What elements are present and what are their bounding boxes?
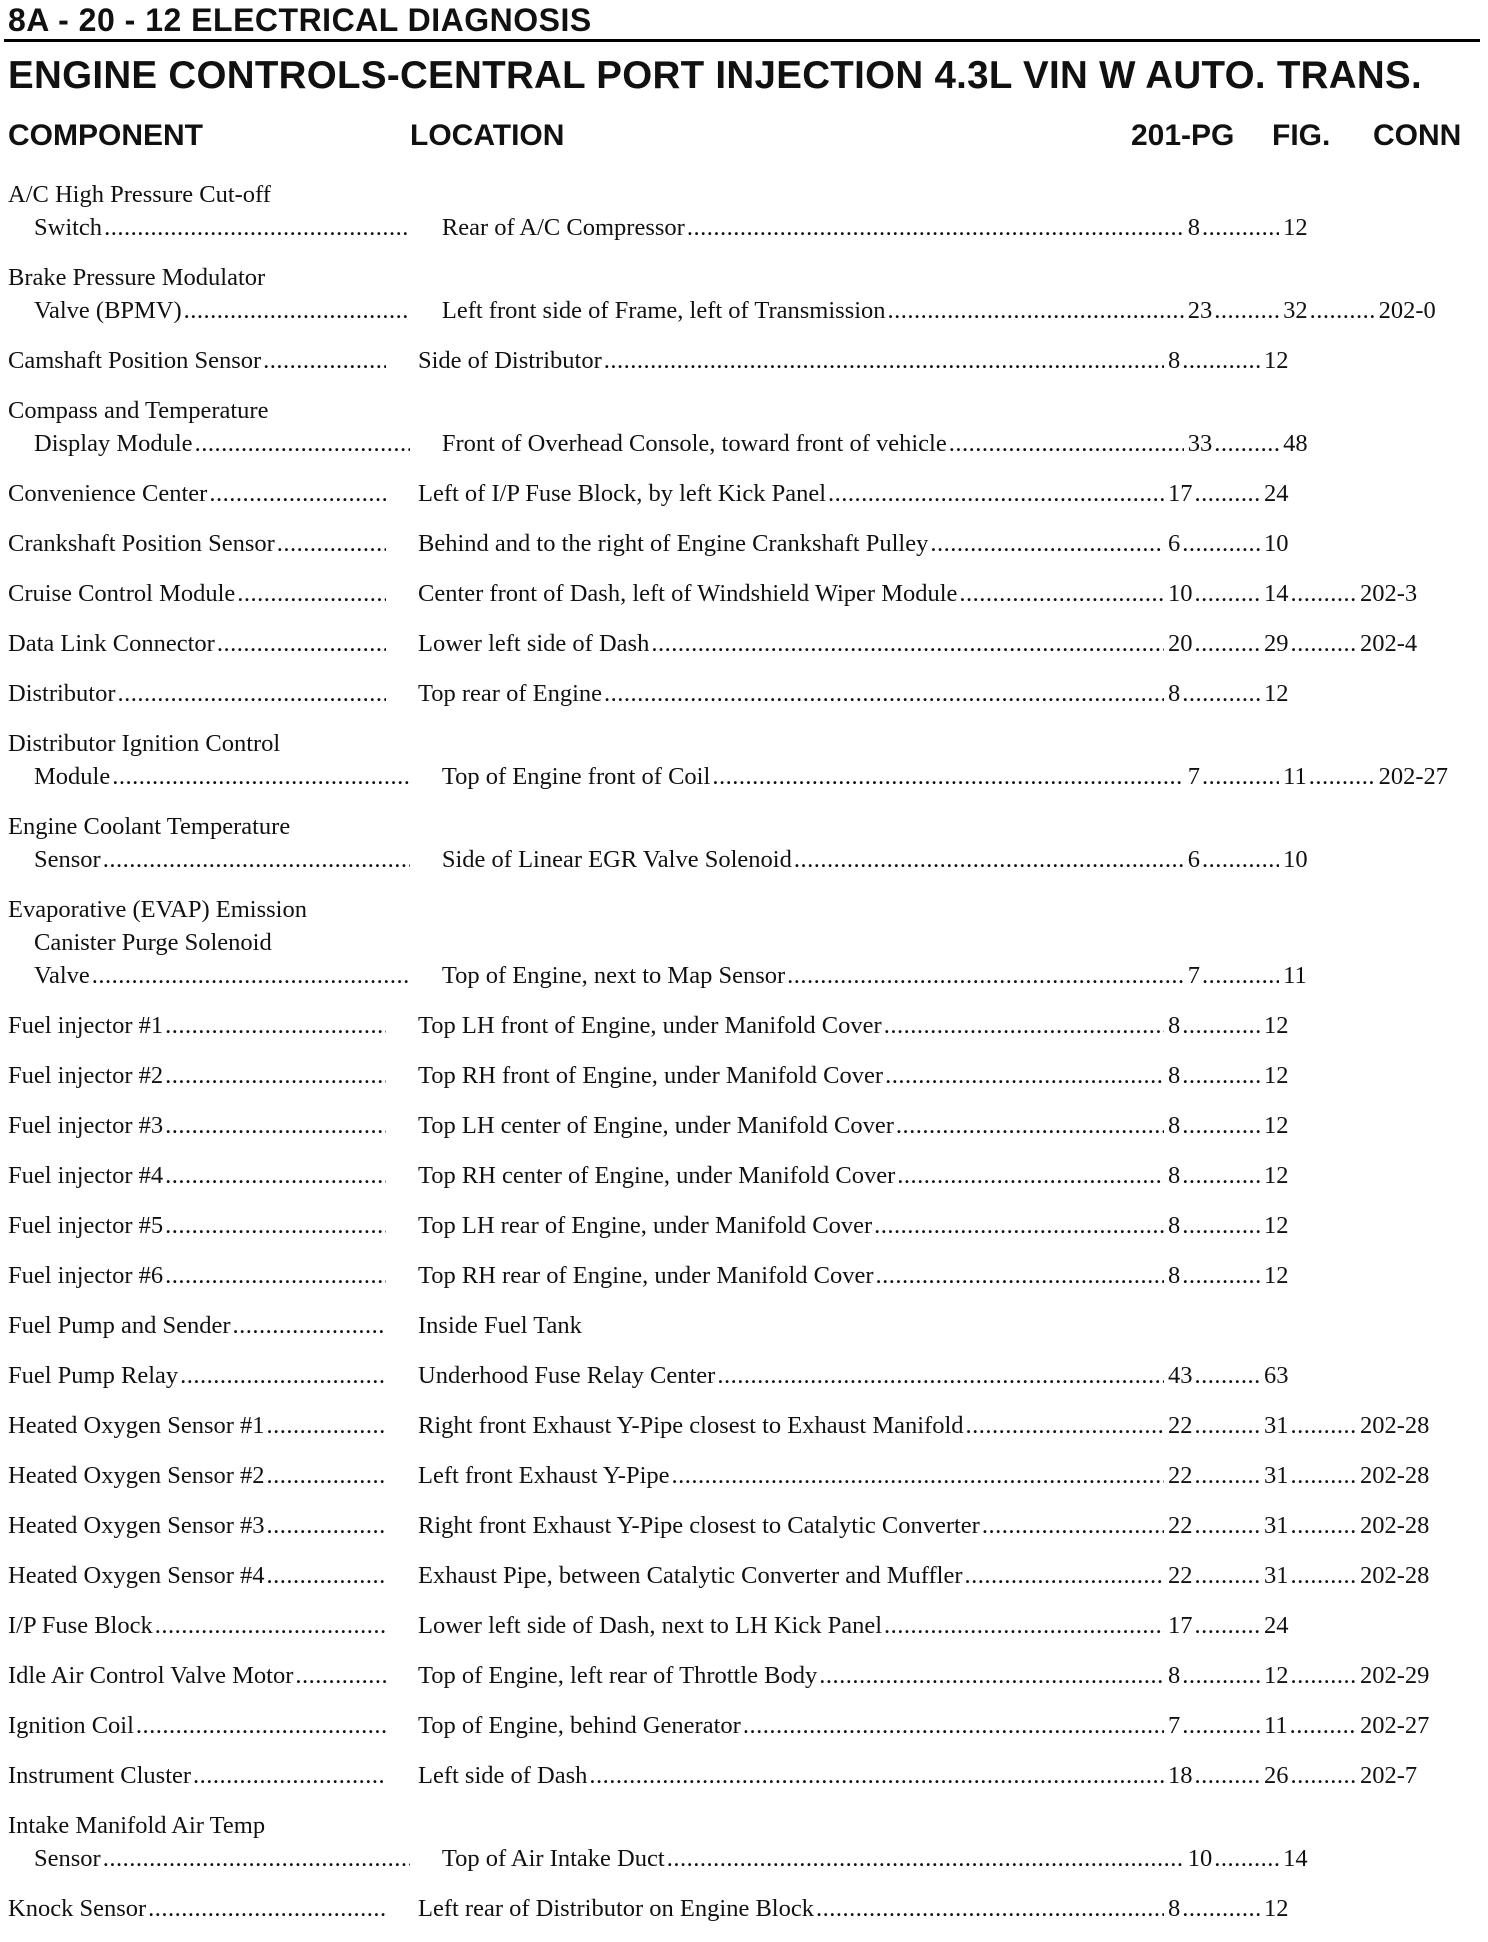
figure-number: 12 xyxy=(1264,1062,1289,1089)
location-text: Exhaust Pipe, between Catalytic Converter and Muffler xyxy=(418,1562,963,1589)
dot-leader xyxy=(930,527,1164,560)
location-text: Lower left side of Dash xyxy=(418,630,650,657)
section-header: 8A - 20 - 12 ELECTRICAL DIAGNOSIS xyxy=(8,2,592,38)
dot-leader xyxy=(787,959,1184,992)
component-name: Fuel Pump and Sender xyxy=(8,1312,231,1339)
location-text: Top of Engine, left rear of Throttle Body xyxy=(418,1662,818,1689)
figure-number: 10 xyxy=(1264,530,1289,557)
table-row xyxy=(0,1009,1488,1042)
component-name: Fuel injector #6 xyxy=(8,1262,164,1289)
component-table xyxy=(0,178,1488,1942)
component-name: Cruise Control Module xyxy=(8,580,236,607)
dot-leader xyxy=(819,1659,1164,1692)
table-row xyxy=(0,344,1488,377)
component-name: Fuel injector #3 xyxy=(8,1112,164,1139)
figure-number: 29 xyxy=(1264,630,1289,657)
dot-leader xyxy=(667,1842,1184,1875)
page-number: 8 xyxy=(1168,1662,1181,1689)
dot-leader xyxy=(1290,1709,1356,1742)
connector-id: 202-28 xyxy=(1360,1462,1430,1489)
table-row xyxy=(0,1459,1488,1492)
dot-leader xyxy=(103,1842,410,1875)
dot-leader xyxy=(103,843,410,876)
dot-leader xyxy=(884,1609,1164,1642)
page-number: 8 xyxy=(1168,1062,1181,1089)
figure-number: 32 xyxy=(1283,297,1308,324)
location-text: Inside Fuel Tank xyxy=(418,1312,582,1339)
dot-leader xyxy=(165,1009,386,1042)
location-text: Top of Engine front of Coil xyxy=(441,763,711,790)
dot-leader xyxy=(1195,1459,1261,1492)
component-name: Fuel injector #2 xyxy=(8,1062,164,1089)
component-name: Knock Sensor xyxy=(8,1895,147,1922)
location-text: Side of Linear EGR Valve Solenoid xyxy=(441,846,792,873)
figure-number: 31 xyxy=(1264,1562,1289,1589)
figure-number: 31 xyxy=(1264,1462,1289,1489)
dot-leader xyxy=(295,1659,386,1692)
dot-leader xyxy=(148,1892,386,1925)
dot-leader xyxy=(136,1709,386,1742)
location-text: Top LH front of Engine, under Manifold Cover xyxy=(418,1012,882,1039)
location-text: Underhood Fuse Relay Center xyxy=(418,1362,716,1389)
component-name: Fuel Pump Relay xyxy=(8,1362,179,1389)
dot-leader xyxy=(1291,1409,1357,1442)
dot-leader xyxy=(1291,1659,1357,1692)
dot-leader xyxy=(874,1209,1164,1242)
component-name: Valve (BPMV) xyxy=(34,297,182,324)
dot-leader xyxy=(277,527,386,560)
component-name-line: A/C High Pressure Cut-off xyxy=(8,181,271,208)
dot-leader xyxy=(712,760,1183,793)
column-header-page: 201-PG xyxy=(1131,119,1235,152)
figure-number: 31 xyxy=(1264,1412,1289,1439)
component-name-line: Intake Manifold Air Temp xyxy=(8,1812,266,1839)
page-number: 8 xyxy=(1168,1212,1181,1239)
connector-id: 202-27 xyxy=(1378,763,1449,790)
dot-leader xyxy=(876,1259,1165,1292)
location-text: Left front side of Frame, left of Transmission xyxy=(441,297,886,324)
dot-leader xyxy=(1182,1009,1260,1042)
dot-leader xyxy=(687,211,1184,244)
figure-number: 12 xyxy=(1264,1262,1289,1289)
figure-number: 12 xyxy=(1264,680,1289,707)
page-number: 8 xyxy=(1168,347,1181,374)
dot-leader xyxy=(267,1409,386,1442)
component-name: Sensor xyxy=(34,846,101,873)
dot-leader xyxy=(165,1109,386,1142)
dot-leader xyxy=(1182,344,1260,377)
dot-leader xyxy=(1195,1409,1261,1442)
dot-leader xyxy=(1310,294,1375,327)
dot-leader xyxy=(888,294,1184,327)
dot-leader xyxy=(180,1359,386,1392)
page-number: 7 xyxy=(1168,1712,1181,1739)
table-row xyxy=(0,1309,1488,1342)
page-number: 7 xyxy=(1187,763,1200,790)
dot-leader xyxy=(193,1759,386,1792)
component-name: Crankshaft Position Sensor xyxy=(8,530,275,557)
table-row xyxy=(0,527,1488,560)
component-name: Heated Oxygen Sensor #4 xyxy=(8,1562,265,1589)
component-name: Module xyxy=(34,763,111,790)
page-number: 18 xyxy=(1168,1762,1193,1789)
figure-number: 63 xyxy=(1264,1362,1289,1389)
connector-id: 202-28 xyxy=(1360,1562,1430,1589)
table-row xyxy=(0,1259,1488,1292)
figure-number: 12 xyxy=(1264,1162,1289,1189)
figure-number: 14 xyxy=(1283,1845,1308,1872)
figure-number: 24 xyxy=(1264,1612,1289,1639)
figure-number: 11 xyxy=(1283,962,1307,989)
component-name: Fuel injector #4 xyxy=(8,1162,164,1189)
figure-number: 12 xyxy=(1264,1012,1289,1039)
dot-leader xyxy=(1195,477,1261,510)
table-row xyxy=(0,261,1488,327)
dot-leader xyxy=(965,1559,1164,1592)
page-number: 22 xyxy=(1168,1462,1193,1489)
dot-leader xyxy=(1182,1059,1260,1092)
dot-leader xyxy=(1309,760,1375,793)
dot-leader xyxy=(966,1409,1164,1442)
dot-leader xyxy=(209,477,386,510)
page-number: 22 xyxy=(1168,1512,1193,1539)
table-row xyxy=(0,727,1488,793)
dot-leader xyxy=(651,627,1164,660)
page-number: 8 xyxy=(1168,1012,1181,1039)
page-number: 22 xyxy=(1168,1562,1193,1589)
location-text: Rear of A/C Compressor xyxy=(441,214,685,241)
dot-leader xyxy=(1202,760,1279,793)
dot-leader xyxy=(165,1059,386,1092)
dot-leader xyxy=(104,211,410,244)
location-text: Top of Air Intake Duct xyxy=(441,1845,665,1872)
figure-number: 24 xyxy=(1264,480,1289,507)
dot-leader xyxy=(816,1892,1164,1925)
table-row xyxy=(0,178,1488,244)
dot-leader xyxy=(982,1509,1164,1542)
dot-leader xyxy=(1182,1259,1260,1292)
table-row xyxy=(0,1109,1488,1142)
table-row xyxy=(0,577,1488,610)
component-name-line: Distributor Ignition Control xyxy=(8,730,281,757)
component-name: Heated Oxygen Sensor #1 xyxy=(8,1412,265,1439)
component-name-line: Compass and Temperature xyxy=(8,397,269,424)
location-text: Top LH center of Engine, under Manifold Cover xyxy=(418,1112,894,1139)
figure-number: 12 xyxy=(1264,1212,1289,1239)
component-name: Valve xyxy=(34,962,90,989)
dot-leader xyxy=(165,1209,386,1242)
dot-leader xyxy=(263,344,386,377)
column-header-conn: CONN xyxy=(1373,119,1462,152)
component-name: Fuel injector #5 xyxy=(8,1212,164,1239)
component-name-line: Brake Pressure Modulator xyxy=(8,264,266,291)
dot-leader xyxy=(1195,1559,1261,1592)
table-row xyxy=(0,1509,1488,1542)
component-name: Switch xyxy=(34,214,103,241)
dot-leader xyxy=(896,1109,1164,1142)
page-number: 33 xyxy=(1187,430,1213,457)
component-name: Sensor xyxy=(34,1845,101,1872)
dot-leader xyxy=(267,1459,386,1492)
connector-id: 202-27 xyxy=(1360,1712,1430,1739)
component-name-line: Engine Coolant Temperature xyxy=(8,813,291,840)
page-title: ENGINE CONTROLS-CENTRAL PORT INJECTION 4.3L VIN W AUTO. TRANS. xyxy=(8,54,1422,97)
dot-leader xyxy=(118,677,386,710)
dot-leader xyxy=(1182,1209,1260,1242)
table-row xyxy=(0,477,1488,510)
table-row xyxy=(0,1409,1488,1442)
location-text: Right front Exhaust Y-Pipe closest to Exhaust Manifold xyxy=(418,1412,964,1439)
component-name: Heated Oxygen Sensor #2 xyxy=(8,1462,265,1489)
component-name: Convenience Center xyxy=(8,480,208,507)
table-row xyxy=(0,394,1488,460)
table-row xyxy=(0,1892,1488,1925)
location-text: Side of Distributor xyxy=(418,347,602,374)
component-name: I/P Fuse Block xyxy=(8,1612,153,1639)
figure-number: 14 xyxy=(1264,580,1289,607)
location-text: Top LH rear of Engine, under Manifold Cover xyxy=(418,1212,873,1239)
location-text: Behind and to the right of Engine Crankshaft Pulley xyxy=(418,530,929,557)
dot-leader xyxy=(237,577,386,610)
location-text: Left rear of Distributor on Engine Block xyxy=(418,1895,814,1922)
table-row xyxy=(0,1359,1488,1392)
dot-leader xyxy=(604,344,1164,377)
column-header-fig: FIG. xyxy=(1272,119,1331,152)
dot-leader xyxy=(604,677,1164,710)
component-name: Ignition Coil xyxy=(8,1712,134,1739)
connector-id: 202-28 xyxy=(1360,1412,1430,1439)
dot-leader xyxy=(1182,1159,1260,1192)
figure-number: 12 xyxy=(1283,214,1308,241)
location-text: Top of Engine, behind Generator xyxy=(418,1712,741,1739)
dot-leader xyxy=(1291,1559,1357,1592)
dot-leader xyxy=(717,1359,1164,1392)
dot-leader xyxy=(155,1609,386,1642)
component-name: Distributor xyxy=(8,680,116,707)
figure-number: 48 xyxy=(1283,430,1308,457)
dot-leader xyxy=(1182,1892,1260,1925)
dot-leader xyxy=(184,294,410,327)
dot-leader xyxy=(885,1059,1164,1092)
table-row xyxy=(0,1659,1488,1692)
location-text: Top RH front of Engine, under Manifold Cover xyxy=(418,1062,884,1089)
connector-id: 202-28 xyxy=(1360,1512,1430,1539)
dot-leader xyxy=(1291,627,1357,660)
dot-leader xyxy=(1195,1359,1261,1392)
table-row xyxy=(0,810,1488,876)
figure-number: 12 xyxy=(1264,1895,1289,1922)
dot-leader xyxy=(1182,1709,1260,1742)
dot-leader xyxy=(959,577,1164,610)
dot-leader xyxy=(589,1759,1164,1792)
component-name: Idle Air Control Valve Motor xyxy=(8,1662,294,1689)
dot-leader xyxy=(1182,527,1260,560)
dot-leader xyxy=(1291,1759,1357,1792)
dot-leader xyxy=(1214,294,1279,327)
page-number: 8 xyxy=(1168,680,1181,707)
component-name: Data Link Connector xyxy=(8,630,215,657)
dot-leader xyxy=(217,627,386,660)
component-name: Fuel injector #1 xyxy=(8,1012,164,1039)
location-text: Front of Overhead Console, toward front of vehicle xyxy=(441,430,947,457)
location-text: Right front Exhaust Y-Pipe closest to Catalytic Converter xyxy=(418,1512,980,1539)
figure-number: 12 xyxy=(1264,1112,1289,1139)
dot-leader xyxy=(1195,1609,1261,1642)
figure-number: 26 xyxy=(1264,1762,1289,1789)
dot-leader xyxy=(112,760,410,793)
location-text: Top rear of Engine xyxy=(418,680,603,707)
table-row xyxy=(0,893,1488,992)
dot-leader xyxy=(1195,627,1261,660)
dot-leader xyxy=(1291,1509,1357,1542)
dot-leader xyxy=(897,1159,1164,1192)
table-row xyxy=(0,1759,1488,1792)
location-text: Center front of Dash, left of Windshield Wiper Module xyxy=(418,580,958,607)
component-name-line: Canister Purge Solenoid xyxy=(34,929,272,956)
page-number: 17 xyxy=(1168,1612,1193,1639)
component-name-line: Evaporative (EVAP) Emission xyxy=(8,896,307,923)
dot-leader xyxy=(1202,843,1279,876)
page-number: 23 xyxy=(1187,297,1213,324)
location-text: Top of Engine, next to Map Sensor xyxy=(441,962,786,989)
dot-leader xyxy=(1202,211,1279,244)
figure-number: 11 xyxy=(1283,763,1307,790)
table-row xyxy=(0,1709,1488,1742)
dot-leader xyxy=(1214,1842,1279,1875)
component-name: Display Module xyxy=(34,430,193,457)
figure-number: 31 xyxy=(1264,1512,1289,1539)
page-number: 22 xyxy=(1168,1412,1193,1439)
location-text: Left front Exhaust Y-Pipe xyxy=(418,1462,670,1489)
dot-leader xyxy=(1195,1509,1261,1542)
dot-leader xyxy=(1214,427,1279,460)
dot-leader xyxy=(743,1709,1164,1742)
page-number: 20 xyxy=(1168,630,1193,657)
dot-leader xyxy=(195,427,410,460)
connector-id: 202-3 xyxy=(1360,580,1418,607)
figure-number: 11 xyxy=(1264,1712,1288,1739)
table-row xyxy=(0,627,1488,660)
dot-leader xyxy=(1182,677,1260,710)
table-row xyxy=(0,1809,1488,1875)
dot-leader xyxy=(949,427,1184,460)
page-number: 43 xyxy=(1168,1362,1193,1389)
dot-leader xyxy=(1195,577,1261,610)
connector-id: 202-7 xyxy=(1360,1762,1418,1789)
dot-leader xyxy=(1182,1109,1260,1142)
location-text: Top RH center of Engine, under Manifold Cover xyxy=(418,1162,896,1189)
page-number: 6 xyxy=(1168,530,1181,557)
connector-id: 202-4 xyxy=(1360,630,1418,657)
page-number: 8 xyxy=(1168,1162,1181,1189)
page-number: 17 xyxy=(1168,480,1193,507)
page-number: 10 xyxy=(1187,1845,1213,1872)
page-number: 7 xyxy=(1187,962,1200,989)
connector-id: 202-0 xyxy=(1378,297,1436,324)
dot-leader xyxy=(267,1509,386,1542)
page-number: 8 xyxy=(1187,214,1200,241)
dot-leader xyxy=(165,1159,386,1192)
location-text: Left of I/P Fuse Block, by left Kick Panel xyxy=(418,480,827,507)
dot-leader xyxy=(1291,1459,1357,1492)
column-header-component: COMPONENT xyxy=(8,119,203,152)
table-row xyxy=(0,677,1488,710)
page-number: 8 xyxy=(1168,1112,1181,1139)
table-row xyxy=(0,1159,1488,1192)
connector-id: 202-29 xyxy=(1360,1662,1430,1689)
location-text: Left side of Dash xyxy=(418,1762,588,1789)
dot-leader xyxy=(1291,577,1357,610)
dot-leader xyxy=(233,1309,386,1342)
page-number: 8 xyxy=(1168,1262,1181,1289)
column-header-location: LOCATION xyxy=(410,119,565,152)
dot-leader xyxy=(1182,1659,1260,1692)
table-row xyxy=(0,1059,1488,1092)
page-number: 10 xyxy=(1168,580,1193,607)
component-name: Instrument Cluster xyxy=(8,1762,192,1789)
dot-leader xyxy=(828,477,1164,510)
figure-number: 10 xyxy=(1283,846,1308,873)
figure-number: 12 xyxy=(1264,347,1289,374)
dot-leader xyxy=(165,1259,386,1292)
dot-leader xyxy=(267,1559,386,1592)
table-row xyxy=(0,1559,1488,1592)
table-row xyxy=(0,1209,1488,1242)
figure-number: 12 xyxy=(1264,1662,1289,1689)
dot-leader xyxy=(92,959,410,992)
dot-leader xyxy=(1195,1759,1261,1792)
dot-leader xyxy=(884,1009,1164,1042)
component-name: Heated Oxygen Sensor #3 xyxy=(8,1512,265,1539)
dot-leader xyxy=(794,843,1184,876)
location-text: Lower left side of Dash, next to LH Kick Panel xyxy=(418,1612,883,1639)
table-row xyxy=(0,1609,1488,1642)
header-rule xyxy=(4,39,1480,42)
page-number: 6 xyxy=(1187,846,1200,873)
component-name: Camshaft Position Sensor xyxy=(8,347,262,374)
dot-leader xyxy=(1202,959,1279,992)
location-text: Top RH rear of Engine, under Manifold Cover xyxy=(418,1262,874,1289)
page-number: 8 xyxy=(1168,1895,1181,1922)
dot-leader xyxy=(672,1459,1164,1492)
